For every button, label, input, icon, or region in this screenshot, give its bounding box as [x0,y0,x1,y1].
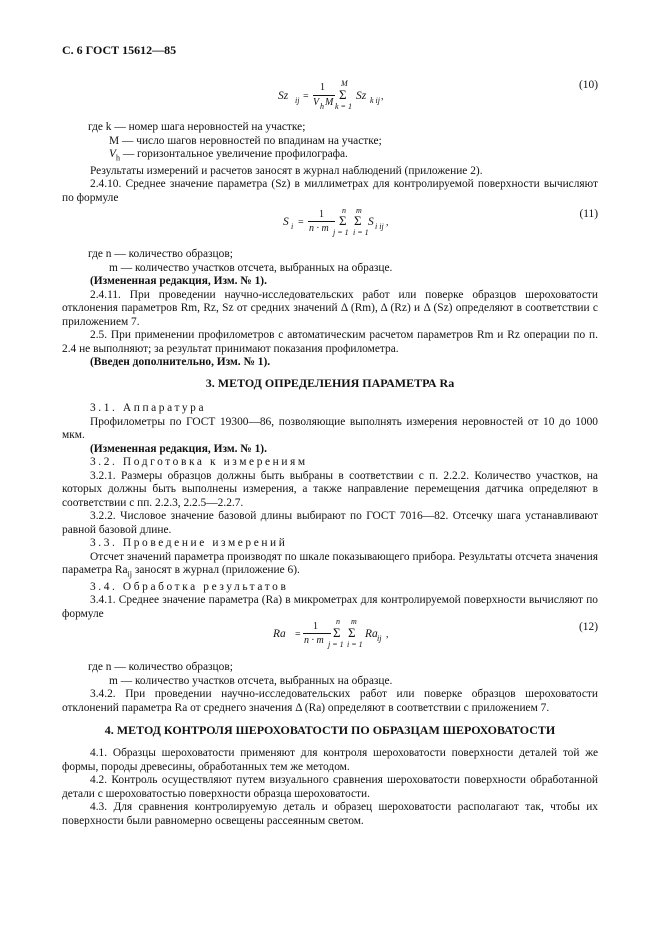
eq12-term: Ra [365,628,378,640]
eq12-term-sub: ij [377,634,382,643]
para-2-4-11: 2.4.11. При проведении научно-исследовательских работ или поверке образцов шероховатости отклонения параметров Rm, Rz, Sz от средних значений Δ (Rm), Δ (Rz) и Δ (Sz) определяют в соответствии с приложением 7. [62,288,598,328]
body-block-2 [62,248,598,370]
eq12-number: (12) [579,621,598,633]
heading-3-4: 3.4. Обработка результатов [90,580,289,593]
body-block-4 [62,661,598,715]
eq10-term-sub: k ij [370,96,380,105]
eq10-sum-top: M [341,79,348,88]
eq10-sum-bottom: k = 1 [335,102,352,111]
eq10-number: (10) [579,79,598,91]
eq11-lhs: S [283,216,289,228]
eq12-sum2-top: m [351,617,357,626]
para-2-5: 2.5. При применении профилометров с автоматическим расчетом параметров Rm и Rz операции по п. 2.4 не выполняют; за результат принимают показания профилометра. [62,329,598,355]
eq11-sum2-top: m [356,206,362,215]
vh-desc: — горизонтальное увеличение профилографа. [119,148,348,160]
eq10-den-v: V [313,97,320,108]
edit-note-2: (Введен дополнительно, Изм. № 1). [90,356,271,368]
para-3-4-2: 3.4.2. При проведении научно-исследовательских работ или поверке образцов шероховатости отклонений параметра Ra от среднего значения Δ (Ra) определяют в соответствии с приложением 7. [62,688,598,714]
eq10-den-v-sub: h [320,102,324,111]
eq12-sum1-top: n [336,617,340,626]
para-3-2-1: 3.2.1. Размеры образцов должны быть выбраны в соответствии с п. 2.2.2. Количество участков, на которых должны быть выполнены измерения, а также направление перемещения датчика определяют в соответствии с пп. 2.2.3, 2.2.5—2.2.7. [62,469,598,509]
eq10-term: Sz [356,90,367,102]
para-3-4-1: 3.4.1. Среднее значение параметра (Ra) в микрометрах для контролируемой поверхности вычисляют по формуле [62,594,598,620]
body-block-5 [62,747,598,828]
eq12-sum1-sign: Σ [333,625,341,640]
where-n-2: где n — количество образцов; [88,661,233,673]
edit-note-1: (Измененная редакция, Изм. № 1). [90,275,267,287]
eq11-equals: = [298,217,304,228]
eq11-numerator: 1 [319,209,324,220]
eq12-denominator: n · m [304,635,324,646]
where-m-2: m — количество участков отсчета, выбранных на образце. [109,261,393,274]
vh-sub: h [115,153,120,163]
where-vh [62,148,598,165]
eq12-numerator: 1 [313,621,318,632]
para-3-2-2: 3.2.2. Числовое значение базовой длины выбирают по ГОСТ 7016—82. Отсечку шага устанавливают равной базовой длине. [62,510,598,536]
eq11-term-sub: i ij [375,222,384,231]
eq12-sum1-bottom: j = 1 [328,640,344,649]
eq10-lhs-sub: ij [295,96,300,105]
edit-note-3: (Измененная редакция, Изм. № 1). [90,442,267,455]
eq11-term: S [368,216,374,228]
eq12-lhs: Ra [273,628,286,640]
para-results: Результаты измерений и расчетов заносят в журнал наблюдений (приложение 2). [90,164,483,177]
eq11-comma: , [386,217,389,228]
eq10-comma: , [381,91,384,102]
para-profilometers: Профилометры по ГОСТ 19300—86, позволяющие выполнять измерения неровностей от 10 до 1000 мкм. [62,415,598,441]
where-m-3: m — количество участков отсчета, выбранных на образце. [109,674,393,687]
reading-end: заносят в журнал (приложение 6). [132,564,300,576]
eq11-sum2-bottom: i = 1 [353,228,369,237]
heading-3-3: 3.3. Проведение измерений [90,537,288,549]
eq10-fraction-line [313,95,335,96]
eq10-lhs: Sz [278,90,289,102]
vh-symbol: V [109,148,116,160]
eq11-number: (11) [579,208,598,220]
eq10-sum-sign: Σ [339,87,347,102]
page-header: С. 6 ГОСТ 15612—85 [62,43,177,57]
eq11-sum1-top: n [342,206,346,215]
reading-sub: ij [127,569,132,579]
para-4-2: 4.2. Контроль осуществляют путем визуального сравнения шероховатости поверхности обработанной детали с шероховатостью поверхности образца шероховатости. [62,774,598,800]
heading-3-2: 3.2. Подготовка к измерениям [90,456,308,468]
where-block-1 [62,121,598,205]
eq10-numerator: 1 [320,82,325,93]
para-2-4-10: 2.4.10. Среднее значение параметра (Sz) в миллиметрах для контролируемой поверхности вычисляют по формуле [62,178,598,204]
eq11-denominator: n · m [309,223,329,234]
eq12-fraction-line [303,633,331,634]
eq11-sum1-bottom: j = 1 [333,228,349,237]
eq12-equals: = [295,629,301,640]
eq12-sum2-sign: Σ [348,625,356,640]
eq10-equals: = [303,91,309,102]
eq12-sum2-bottom: i = 1 [347,640,363,649]
para-4-3: 4.3. Для сравнения контролируемую деталь и образец шероховатости располагают так, чтобы их поверхности были равномерно освещены рассеянным светом. [62,801,598,827]
eq12-comma: , [386,629,389,640]
eq10-den-m: M [325,97,334,108]
reading-text: Отсчет значений параметра производят по шкале показывающего прибора. Результаты отсчета значения параметра Ra [62,550,598,576]
eq11-fraction-line [308,221,335,222]
section-4-title: 4. МЕТОД КОНТРОЛЯ ШЕРОХОВАТОСТИ ПО ОБРАЗЦАМ ШЕРОХОВАТОСТИ [104,723,556,737]
where-m: M — число шагов неровностей по впадинам на участке; [109,134,382,147]
para-reading [62,551,598,581]
section-3-title: 3. МЕТОД ОПРЕДЕЛЕНИЯ ПАРАМЕТРА Ra [205,376,455,390]
heading-3-1: 3.1. Аппаратура [90,402,207,414]
where-n: где n — количество образцов; [88,248,233,260]
eq11-sum2-sign: Σ [354,213,362,228]
eq11-sum1-sign: Σ [339,213,347,228]
para-4-1: 4.1. Образцы шероховатости применяют для контроля шероховатости поверхности деталей той же формы, породы древесины, обработанных тем же методом. [62,747,598,773]
body-block-3 [62,402,598,621]
eq11-lhs-sub: i [291,222,294,231]
where-k: где k — номер шага неровностей на участке; [88,121,306,133]
